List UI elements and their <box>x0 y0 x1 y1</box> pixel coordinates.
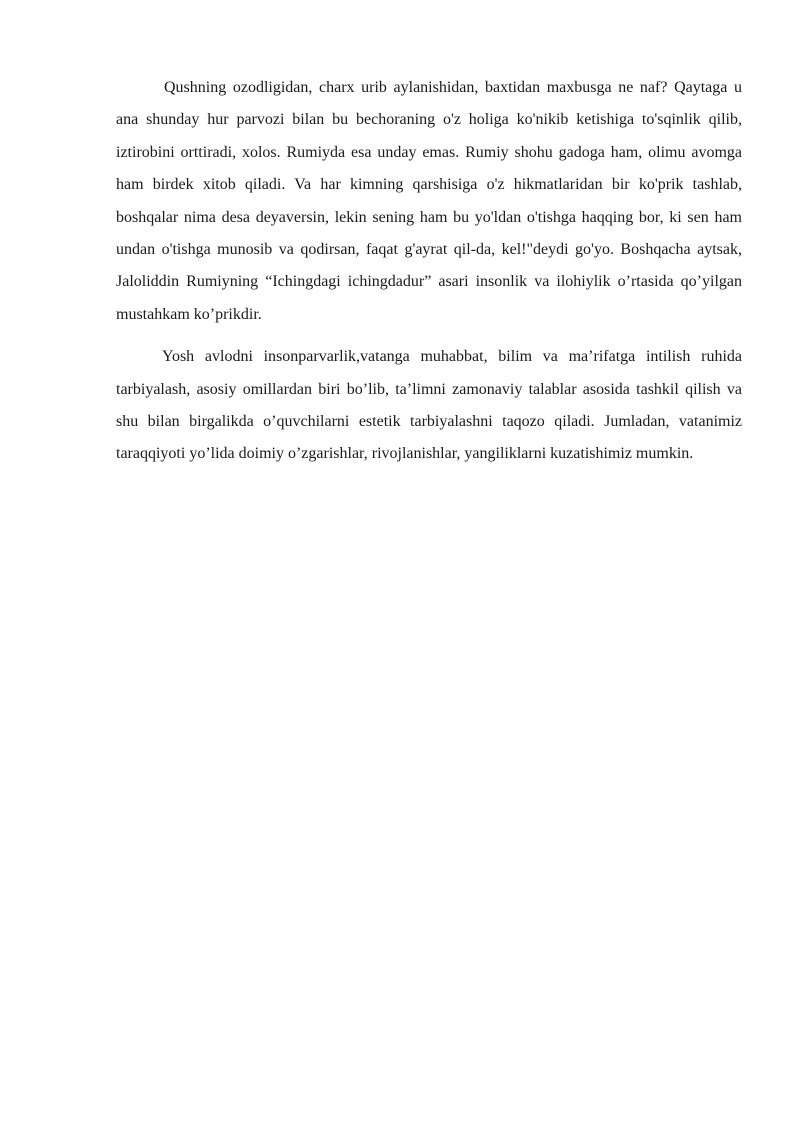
paragraph-rumiy-bridge: Qushning ozodligidan, charx urib aylanishidan, baxtidan maxbusga ne naf? Qaytaga u ana shunday hur parvozi bilan bu bechoraning o'z holiga ko'nikib ketishiga to'sqinlik qilib, iztirobini orttiradi, xolos. Rumiyda esa unday emas. Rumiy shohu gadoga ham, olimu avomga ham birdek xitob qiladi. Va har kimning qarshisiga o'z hikmatlaridan bir ko'prik tashlab, boshqalar nima desa deyaversin, lekin sening ham bu yo'ldan o'tishga haqqing bor, ki sen ham undan o'tishga munosib va qodirsan, faqat g'ayrat qil-da, kel!"deydi go'yo. Boshqacha aytsak, Jaloliddin Rumiyning “Ichingdagi ichingdadur” asari insonlik va ilohiylik o’rtasida qo’yilgan mustahkam ko’prikdir. <box>116 79 742 323</box>
paragraph-youth-education: Yosh avlodni insonparvarlik,vatanga muhabbat, bilim va ma’rifatga intilish ruhida tarbiyalash, asosiy omillardan biri bo’lib, ta’limni zamonaviy talablar asosida tashkil qilish va shu bilan birgalikda o’quvchilarni estetik tarbiyalashni taqozo qiladi. Jumladan, vatanimiz taraqqiyoti yo’lida doimiy o’zgarishlar, rivojlanishlar, yangiliklarni kuzatishimiz mumkin. <box>116 348 742 463</box>
document-page <box>116 72 742 471</box>
